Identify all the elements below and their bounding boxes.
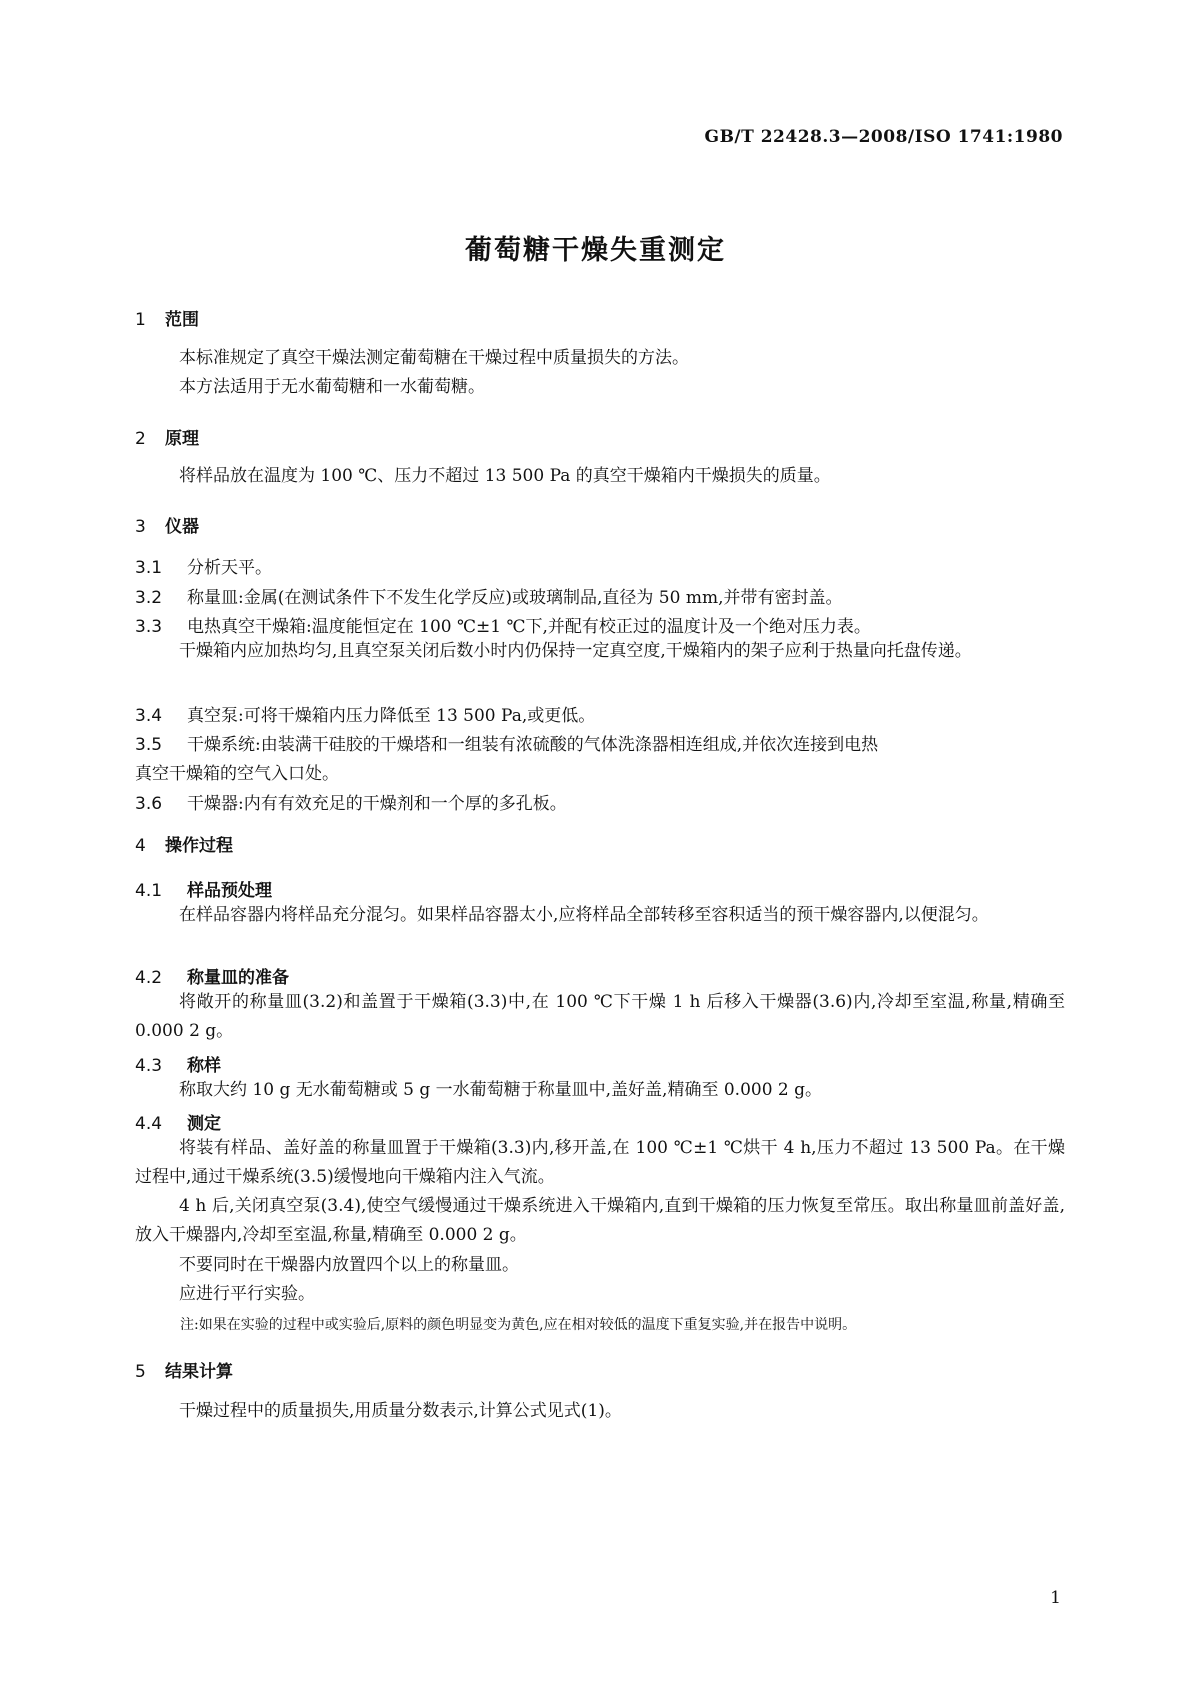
subsection-number: 4.4 (135, 1114, 163, 1134)
section-number: 5 (135, 1362, 146, 1382)
section-title: 结果计算 (165, 1362, 233, 1382)
list-item (135, 612, 1065, 637)
section-title: 原理 (165, 429, 199, 449)
section-title: 范围 (165, 310, 199, 330)
item-text: 电热真空干燥箱:温度能恒定在 100 ℃±1 ℃下,并配有校正过的温度计及一个绝对压力表。 (187, 617, 871, 637)
paragraph: 干燥箱内应加热均匀,且真空泵关闭后数小时内仍保持一定真空度,干燥箱内的架子应利于热量向托盘传递。 (179, 641, 972, 661)
standard-code: GB/T 22428.3—2008/ISO 1741:1980 (704, 127, 1063, 147)
paragraph: 本标准规定了真空干燥法测定葡萄糖在干燥过程中质量损失的方法。 (179, 348, 689, 368)
subsection-4-4-heading (135, 1109, 221, 1134)
item-text: 干燥器:内有有效充足的干燥剂和一个厚的多孔板。 (187, 794, 567, 814)
paragraph: 应进行平行实验。 (179, 1284, 315, 1304)
list-item (135, 789, 1065, 814)
list-item (135, 701, 1065, 726)
item-number: 3.2 (135, 588, 163, 608)
section-1-heading (135, 305, 199, 330)
item-number: 3.4 (135, 706, 163, 726)
section-number: 4 (135, 836, 146, 856)
list-item-continuation: 真空干燥箱的空气入口处。 (135, 764, 339, 784)
section-4-heading (135, 831, 233, 856)
subsection-title: 称样 (187, 1056, 221, 1076)
list-item (135, 730, 1065, 755)
subsection-title: 样品预处理 (187, 881, 272, 901)
item-number: 3.5 (135, 735, 163, 755)
section-number: 3 (135, 517, 146, 537)
page-number: 1 (1050, 1588, 1061, 1608)
list-item (135, 583, 1065, 608)
subsection-number: 4.3 (135, 1056, 163, 1076)
section-3-heading (135, 512, 199, 537)
paragraph: 将装有样品、盖好盖的称量皿置于干燥箱(3.3)内,移开盖,在 100 ℃±1 ℃烘干 4 h,压力不超过 13 500 Pa。在干燥过程中,通过干燥系统(3.5)缓慢地向干燥箱内注入气流。 (135, 1138, 1065, 1187)
subsection-title: 测定 (187, 1114, 221, 1134)
paragraph: 4 h 后,关闭真空泵(3.4),使空气缓慢通过干燥系统进入干燥箱内,直到干燥箱的压力恢复至常压。取出称量皿前盖好盖,放入干燥器内,冷却至室温,称量,精确至 0.000 2 g。 (135, 1196, 1065, 1245)
paragraph: 干燥过程中的质量损失,用质量分数表示,计算公式见式(1)。 (179, 1401, 622, 1421)
subsection-4-2-heading (135, 963, 289, 988)
list-item (135, 553, 1065, 578)
paragraph: 称取大约 10 g 无水葡萄糖或 5 g 一水葡萄糖于称量皿中,盖好盖,精确至 0.000 2 g。 (179, 1080, 823, 1100)
section-title: 仪器 (165, 517, 199, 537)
item-text: 称量皿:金属(在测试条件下不发生化学反应)或玻璃制品,直径为 50 mm,并带有密封盖。 (187, 588, 843, 608)
document-title: 葡萄糖干燥失重测定 (465, 235, 726, 266)
section-title: 操作过程 (165, 836, 233, 856)
subsection-title: 称量皿的准备 (187, 968, 289, 988)
note: 注:如果在实验的过程中或实验后,原料的颜色明显变为黄色,应在相对较低的温度下重复实验,并在报告中说明。 (180, 1317, 857, 1333)
section-number: 2 (135, 429, 146, 449)
item-number: 3.3 (135, 617, 163, 637)
paragraph: 在样品容器内将样品充分混匀。如果样品容器太小,应将样品全部转移至容积适当的预干燥容器内,以便混匀。 (179, 905, 989, 925)
subsection-4-3-heading (135, 1051, 221, 1076)
section-2-heading (135, 424, 199, 449)
paragraph: 将敞开的称量皿(3.2)和盖置于干燥箱(3.3)中,在 100 ℃下干燥 1 h 后移入干燥器(3.6)内,冷却至室温,称量,精确至 0.000 2 g。 (135, 992, 1065, 1041)
paragraph: 不要同时在干燥器内放置四个以上的称量皿。 (179, 1255, 519, 1275)
paragraph: 将样品放在温度为 100 ℃、压力不超过 13 500 Pa 的真空干燥箱内干燥损失的质量。 (179, 466, 831, 486)
paragraph: 本方法适用于无水葡萄糖和一水葡萄糖。 (179, 377, 485, 397)
section-5-heading (135, 1357, 233, 1382)
subsection-number: 4.1 (135, 881, 163, 901)
section-number: 1 (135, 310, 146, 330)
item-text: 分析天平。 (187, 558, 272, 578)
item-text: 真空泵:可将干燥箱内压力降低至 13 500 Pa,或更低。 (187, 706, 596, 726)
subsection-4-1-heading (135, 876, 272, 901)
subsection-number: 4.2 (135, 968, 163, 988)
item-text: 干燥系统:由装满干硅胶的干燥塔和一组装有浓硫酸的气体洗涤器相连组成,并依次连接到电热 (187, 735, 879, 755)
item-number: 3.6 (135, 794, 163, 814)
item-number: 3.1 (135, 558, 163, 578)
